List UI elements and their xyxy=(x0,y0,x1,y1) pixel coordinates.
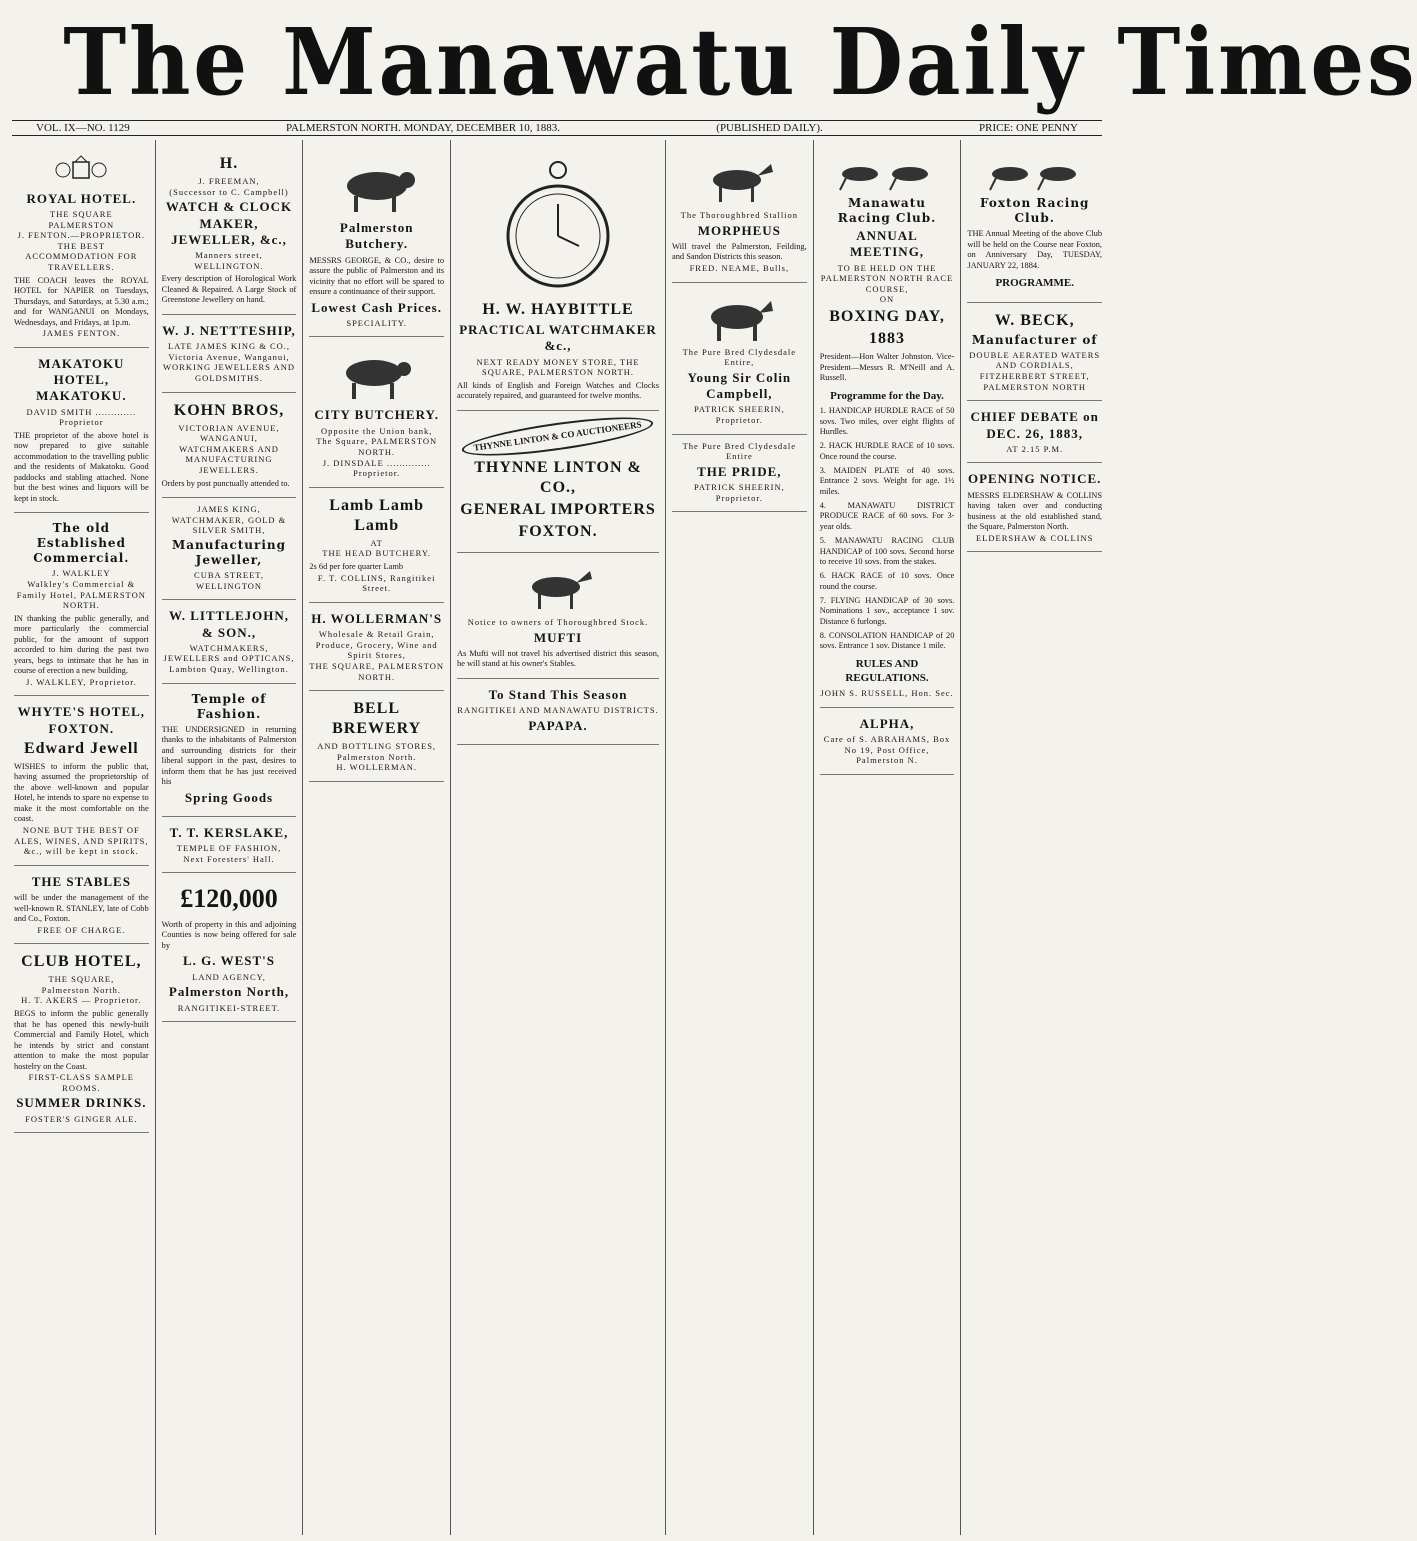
ad-body: Every description of Horological Work Cleaned & Repaired. A Large Stock of Greenstone Jewellery on hand. xyxy=(161,274,297,305)
ad-place: Palmerston North, xyxy=(168,984,290,1000)
race-events xyxy=(820,406,955,652)
ad-place: VICTORIAN AVENUE, WANGANUI, xyxy=(178,422,280,444)
ad-place: Care of S. ABRAHAMS, Box No 19, Post Office, Palmerston N. xyxy=(823,734,951,766)
ad-title: Temple of Fashion. xyxy=(191,691,267,721)
column-2 xyxy=(155,140,303,1535)
ad-opening-notice xyxy=(967,463,1102,552)
column-4 xyxy=(450,140,665,1535)
ad-kerslake xyxy=(162,817,297,874)
horse-illustration-icon xyxy=(699,156,779,206)
ad-sub: Wholesale & Retail Grain, Produce, Grocery, Wine and Spirit Stores, xyxy=(315,629,438,661)
ad-body: All kinds of English and Foreign Watches and Clocks accurately repaired, and guaranteed for twelve months. xyxy=(457,380,660,401)
place-date: PALMERSTON NORTH. MONDAY, DECEMBER 10, 1883. xyxy=(285,122,561,134)
ad-title: WHYTE'S HOTEL, FOXTON. xyxy=(17,704,146,736)
ad-sub: AT xyxy=(370,537,383,548)
ad-thynne-linton xyxy=(457,411,659,553)
ad-name: W. BECK, xyxy=(994,311,1075,329)
ad-body: 2s 6d per fore quarter Lamb xyxy=(309,562,404,571)
section-programme: Programme for the Day. xyxy=(830,389,944,402)
ad-name: H. W. HAYBITTLE xyxy=(482,301,634,318)
ad-time: AT 2.15 P.M. xyxy=(1006,443,1064,454)
ox-illustration-icon xyxy=(332,347,422,403)
volume-number: VOL. IX—NO. 1129 xyxy=(36,122,130,134)
ad-title: MAKATOKU HOTEL, MAKATOKU. xyxy=(36,355,127,404)
price: PRICE: ONE PENNY xyxy=(978,122,1078,134)
ad-littlejohn xyxy=(162,600,297,683)
ad-body: Orders by post punctually attended to. xyxy=(161,478,290,488)
ad-sub: TEMPLE OF FASHION, xyxy=(176,843,282,854)
ad-title: Manawatu Racing Club. xyxy=(837,196,937,225)
royal-crest-icon xyxy=(51,154,111,184)
racehorses-illustration-icon xyxy=(980,156,1090,192)
ad-proprietor: H. T. AKERS — Proprietor. xyxy=(21,995,142,1006)
ad-body: Will travel the Palmerston, Feilding, and Sandon Districts this season. xyxy=(672,241,807,262)
ad-year: 1883 xyxy=(869,330,906,347)
masthead xyxy=(20,8,1417,116)
ad-mufti xyxy=(457,553,659,679)
ad-line: Spring Goods xyxy=(184,789,274,805)
racehorses-illustration-icon xyxy=(832,156,942,192)
ad-sign: J. WALKLEY, Proprietor. xyxy=(25,676,137,687)
ad-alpha xyxy=(820,708,955,775)
ad-body: BEGS to inform the public generally that he has opened this newly-built Commercial and Family Hotel, which he intends by strict and constant attention to make the most popular hostelry on the Coast. xyxy=(14,1009,149,1071)
ad-title: OPENING NOTICE. xyxy=(967,471,1102,487)
ad-sub: (Successor to C. Campbell) xyxy=(169,186,289,197)
ad-sign: JAMES FENTON. xyxy=(42,328,121,339)
ad-body: IN thanking the public generally, and more particularly the commercial public, for the amount of support accorded to him during the past two years, begs to intimate that he has in course of erection a new building. xyxy=(14,613,149,676)
ad-west-land-agency xyxy=(162,873,297,1022)
ad-beck-aerated-waters xyxy=(967,303,1102,402)
ad-walkley xyxy=(14,513,149,696)
ad-morpheus xyxy=(672,146,807,283)
section-programme: PROGRAMME. xyxy=(995,277,1074,289)
ad-name: J. WALKLEY xyxy=(52,568,111,579)
ad-line: FIRST-CLASS SAMPLE ROOMS. xyxy=(28,1072,134,1093)
dateline xyxy=(12,120,1102,136)
ad-product: DOUBLE AERATED WATERS AND CORDIALS, xyxy=(969,349,1101,371)
ad-kohn-bros xyxy=(162,393,297,499)
ad-temple-of-fashion xyxy=(162,684,297,817)
ad-line: SUMMER DRINKS. xyxy=(16,1095,147,1111)
ad-sub: LAND AGENCY, xyxy=(192,971,266,982)
ad-name: PAPAPA. xyxy=(528,717,588,733)
column-5 xyxy=(665,140,813,1535)
ad-line: THE BEST ACCOMMODATION FOR TRAVELLERS. xyxy=(25,240,138,273)
race-event: 1. HANDICAP HURDLE RACE of 50 sovs. Two miles, over eight flights of Hurdles. xyxy=(819,406,955,436)
ad-nettleship xyxy=(162,315,297,393)
ad-title: CLUB HOTEL, xyxy=(21,953,142,971)
ad-line: Lowest Cash Prices. xyxy=(311,299,442,315)
ad-street: RANGITIKEI-STREET. xyxy=(177,1002,281,1013)
ad-body: MESSRS ELDERSHAW & COLLINS having taken over and conducting business at the old established stand, the Square, Palmerston North. xyxy=(967,490,1103,532)
ad-sub: PALMERSTON xyxy=(48,219,115,230)
ad-name: MUFTI xyxy=(533,629,583,645)
ad-sub: THE SQUARE, xyxy=(48,974,115,985)
columns xyxy=(8,140,1108,1535)
ad-lamb xyxy=(309,488,444,603)
ad-royal-hotel xyxy=(14,146,149,348)
ad-sub: Opposite the Union bank, xyxy=(321,425,433,436)
ad-trade: Manufacturing Jeweller, xyxy=(172,538,287,567)
draught-horse-illustration-icon xyxy=(699,293,779,343)
horse-illustration-icon xyxy=(518,563,598,613)
pocket-watch-icon xyxy=(503,156,613,296)
ad-city-butchery xyxy=(309,337,444,487)
ad-title: ROYAL HOTEL. xyxy=(26,190,137,206)
ad-initial: H. xyxy=(219,155,239,172)
ad-sign: F. T. COLLINS, Rangitikei Street. xyxy=(317,572,436,594)
ad-place: Palmerston North. xyxy=(41,984,121,995)
ad-trade: GENERAL IMPORTERS xyxy=(460,501,656,518)
ad-title: BELL BREWERY xyxy=(332,700,422,738)
ad-body: THE COACH leaves the ROYAL HOTEL for NAPIER on Tuesdays, Thursdays, and Saturdays, at 5.30 a.m.; and for WANGANUI on Mondays, Wednesdays, and Fridays, at 1p.m. xyxy=(14,275,149,327)
ad-body: As Mufti will not travel his advertised district this season, he will stand at his owner's Stables. xyxy=(457,648,660,669)
ad-name: THYNNE LINTON & CO., xyxy=(474,459,642,496)
bull-illustration-icon xyxy=(332,156,422,216)
ad-sub: TO BE HELD ON THE PALMERSTON NORTH RACE COURSE, xyxy=(820,262,954,294)
ad-amount: £120,000 xyxy=(180,884,278,914)
ad-bell-brewery xyxy=(309,691,444,782)
ad-name: THE PRIDE, xyxy=(697,463,782,479)
ad-sub: LATE JAMES KING & CO., xyxy=(167,341,291,351)
ad-sign: PATRICK SHEERIN, Proprietor. xyxy=(693,482,785,503)
race-event: 2. HACK HURDLE RACE of 10 sovs. Once round the course. xyxy=(819,441,955,461)
ad-title: The Pure Bred Clydesdale Entire xyxy=(682,440,797,462)
column-3 xyxy=(302,140,450,1535)
ad-place: CUBA STREET, WELLINGTON xyxy=(194,570,264,591)
ad-place: Manners street, WELLINGTON. xyxy=(194,250,264,271)
ad-on: ON xyxy=(879,294,895,305)
ad-title: H. WOLLERMAN'S xyxy=(311,610,443,626)
ad-young-sir-colin xyxy=(672,283,807,435)
ad-whytes-hotel xyxy=(14,696,149,865)
ad-place: Lambton Quay, Wellington. xyxy=(169,664,289,674)
column-6 xyxy=(813,140,961,1535)
ad-papapa xyxy=(457,679,659,745)
column-7 xyxy=(960,140,1108,1535)
ad-body: WISHES to inform the public that, having assumed the proprietorship of the above well-known and popular Hotel, he intends to spare no expense to make it the most comfortable on the coast. xyxy=(14,761,149,824)
ad-name: J. DINSDALE .............. Proprietor. xyxy=(322,457,431,479)
ad-place: FOXTON. xyxy=(518,523,598,540)
ad-body: THE proprietor of the above hotel is now prepared to give suitable accommodation to the travelling public and the residents of Makatoku. Good paddocks and stabling attached. None but the best wines and liquors will be kept in stock. xyxy=(14,430,149,503)
ad-body: THE Annual Meeting of the above Club will be held on the Course near Foxton, on Anniversary Day, TUESDAY, JANUARY 22, 1884. xyxy=(967,229,1103,270)
ad-freeman xyxy=(162,146,297,315)
ad-body: President—Hon Walter Johnston. Vice-President—Messrs R. M'Neill and A. Russell. xyxy=(819,352,955,382)
ad-place: The Square, PALMERSTON NORTH. xyxy=(316,436,438,457)
ad-sub: Walkley's Commercial & Family Hotel, PALMERSTON NORTH. xyxy=(16,578,146,611)
ad-name: MORPHEUS xyxy=(697,222,781,238)
ad-title: CHIEF DEBATE on DEC. 26, 1883, xyxy=(970,409,1099,441)
ad-stables xyxy=(14,866,149,944)
ad-sub: AND BOTTLING STORES, Palmerston North. xyxy=(317,741,437,762)
ad-title: The Pure Bred Clydesdale Entire, xyxy=(682,346,797,368)
ad-title: To Stand This Season xyxy=(488,686,628,702)
ad-wollerman xyxy=(309,603,444,691)
ad-trade: WATCHMAKERS AND MANUFACTURING JEWELLERS. xyxy=(179,443,279,475)
ad-title: CITY BUTCHERY. xyxy=(314,407,439,423)
race-event: 3. MAIDEN PLATE of 40 sovs. Entrance 2 sovs. Weight for age. 1½ miles. xyxy=(819,466,955,496)
ad-chief-debate xyxy=(967,401,1102,463)
ad-makatoku-hotel xyxy=(14,348,149,514)
ad-name: W. LITTLEJOHN, & SON., xyxy=(168,608,290,640)
ad-manawatu-racing xyxy=(820,146,955,708)
ad-title: The old Established Commercial. xyxy=(33,521,130,566)
ad-foxton-racing xyxy=(967,146,1102,303)
ad-day: BOXING DAY, xyxy=(829,308,945,325)
auctioneers-stamp: THYNNE LINTON & CO AUCTIONEERS xyxy=(460,409,655,463)
ad-title: Notice to owners of Thoroughbred Stock. xyxy=(467,617,649,627)
ad-body: will be under the management of the well-known R. STANLEY, late of Cobb and Co., Foxton. xyxy=(14,893,149,924)
ad-meeting: ANNUAL MEETING, xyxy=(849,228,925,260)
ad-title: The Thoroughbred Stallion xyxy=(680,210,799,220)
ad-haybittle xyxy=(457,146,659,411)
race-event: 7. FLYING HANDICAP of 30 sovs. Nominations 1 sov., acceptance 1 sov. Distance 6 furlongs. xyxy=(819,596,955,626)
ad-james-king xyxy=(162,498,297,600)
ad-name: L. G. WEST'S xyxy=(183,953,275,969)
ad-name: T. T. KERSLAKE, xyxy=(169,824,289,840)
ad-sub: THE SQUARE xyxy=(50,208,113,219)
ad-name: Young Sir Colin Campbell, xyxy=(687,369,792,401)
ad-sign: JOHN S. RUSSELL, Hon. Sec. xyxy=(820,688,954,699)
column-1 xyxy=(8,140,155,1535)
ad-proprietor: J. FENTON.—PROPRIETOR. xyxy=(17,230,146,241)
ad-sub: RANGITIKEI AND MANAWATU DISTRICTS. xyxy=(457,705,659,716)
ad-line: FOSTER'S GINGER ALE. xyxy=(25,1113,138,1124)
ad-name: Edward Jewell xyxy=(23,739,139,757)
race-event: 6. HACK RACE of 10 sovs. Once round the course. xyxy=(819,571,955,591)
ad-title: Foxton Racing Club. xyxy=(979,196,1090,225)
race-event: 8. CONSOLATION HANDICAP of 20 sovs. Entrance 1 sov. Distance 1 mile. xyxy=(819,631,955,651)
ad-name: JAMES KING, WATCHMAKER, GOLD & SILVER SMITH, xyxy=(171,504,287,536)
race-event: 5. MANAWATU RACING CLUB HANDICAP of 100 sovs. Second horse to receive 10 sovs. from the stakes. xyxy=(819,536,955,566)
race-event: 4. MANAWATU DISTRICT PRODUCE RACE of 60 sovs. For 3-year olds. xyxy=(819,501,955,531)
ad-the-pride xyxy=(672,435,807,513)
ad-line: NONE BUT THE BEST OF ALES, WINES, AND SPIRITS, &c., will be kept in stock. xyxy=(14,824,149,857)
ad-title: Lamb Lamb Lamb xyxy=(329,496,425,534)
ad-sign: ELDERSHAW & COLLINS xyxy=(976,532,1094,543)
ad-body: Worth of property in this and adjoining Counties is now being offered for sale by xyxy=(161,919,297,950)
ad-sign: H. WOLLERMAN. xyxy=(336,762,417,773)
ad-body: MESSRS GEORGE, & CO., desire to assure the public of Palmerston and its vicinity that no effort will be spared to ensure a continuance of their support. xyxy=(309,255,445,296)
ad-trade: Manufacturer of xyxy=(971,332,1098,347)
ad-place: NEXT READY MONEY STORE, THE SQUARE, PALMERSTON NORTH. xyxy=(476,356,640,378)
ad-place: FITZHERBERT STREET, PALMERSTON NORTH xyxy=(979,371,1090,392)
section-rules: RULES AND REGULATIONS. xyxy=(845,657,929,684)
ad-trade: WORKING JEWELLERS AND GOLDSMITHS. xyxy=(163,362,295,383)
ad-place: THE SQUARE, PALMERSTON NORTH. xyxy=(309,660,444,682)
ad-body: THE UNDERSIGNED in returning thanks to the inhabitants of Palmerston and surrounding districts for their liberal support in the past, desires to inform them that he has just received his xyxy=(161,724,297,787)
ad-proprietor: DAVID SMITH ............. Proprietor xyxy=(26,406,137,428)
ad-place: Next Foresters' Hall. xyxy=(183,853,275,864)
ad-title: Palmerston Butchery. xyxy=(339,220,414,252)
ad-trade: WATCHMAKERS, JEWELLERS and OPTICANS, xyxy=(163,642,295,664)
ad-sign: FRED. NEAME, Bulls, xyxy=(689,262,790,273)
ad-palmerston-butchery xyxy=(309,146,444,337)
ad-line: SPECIALITY. xyxy=(346,317,408,328)
ad-name: W. J. NETTTESHIP, xyxy=(162,322,296,338)
ad-line: FREE OF CHARGE. xyxy=(37,924,126,935)
ad-place: Victoria Avenue, Wanganui, xyxy=(168,351,290,362)
ad-place: THE HEAD BUTCHERY. xyxy=(322,548,432,559)
ad-trade: WATCH & CLOCK MAKER, JEWELLER, &c., xyxy=(165,199,293,247)
published-daily: (PUBLISHED DAILY). xyxy=(716,122,823,134)
ad-name: ALPHA, xyxy=(859,715,915,731)
ad-club-hotel xyxy=(14,944,149,1133)
masthead-title: The Manawatu Daily Times xyxy=(63,8,1417,116)
ad-name: J. FREEMAN, xyxy=(198,176,260,186)
ad-sign: PATRICK SHEERIN, Proprietor. xyxy=(693,404,785,425)
ad-name: KOHN BROS, xyxy=(173,401,285,419)
ad-title: THE STABLES xyxy=(31,873,131,889)
ad-trade: PRACTICAL WATCHMAKER &c., xyxy=(459,322,657,354)
